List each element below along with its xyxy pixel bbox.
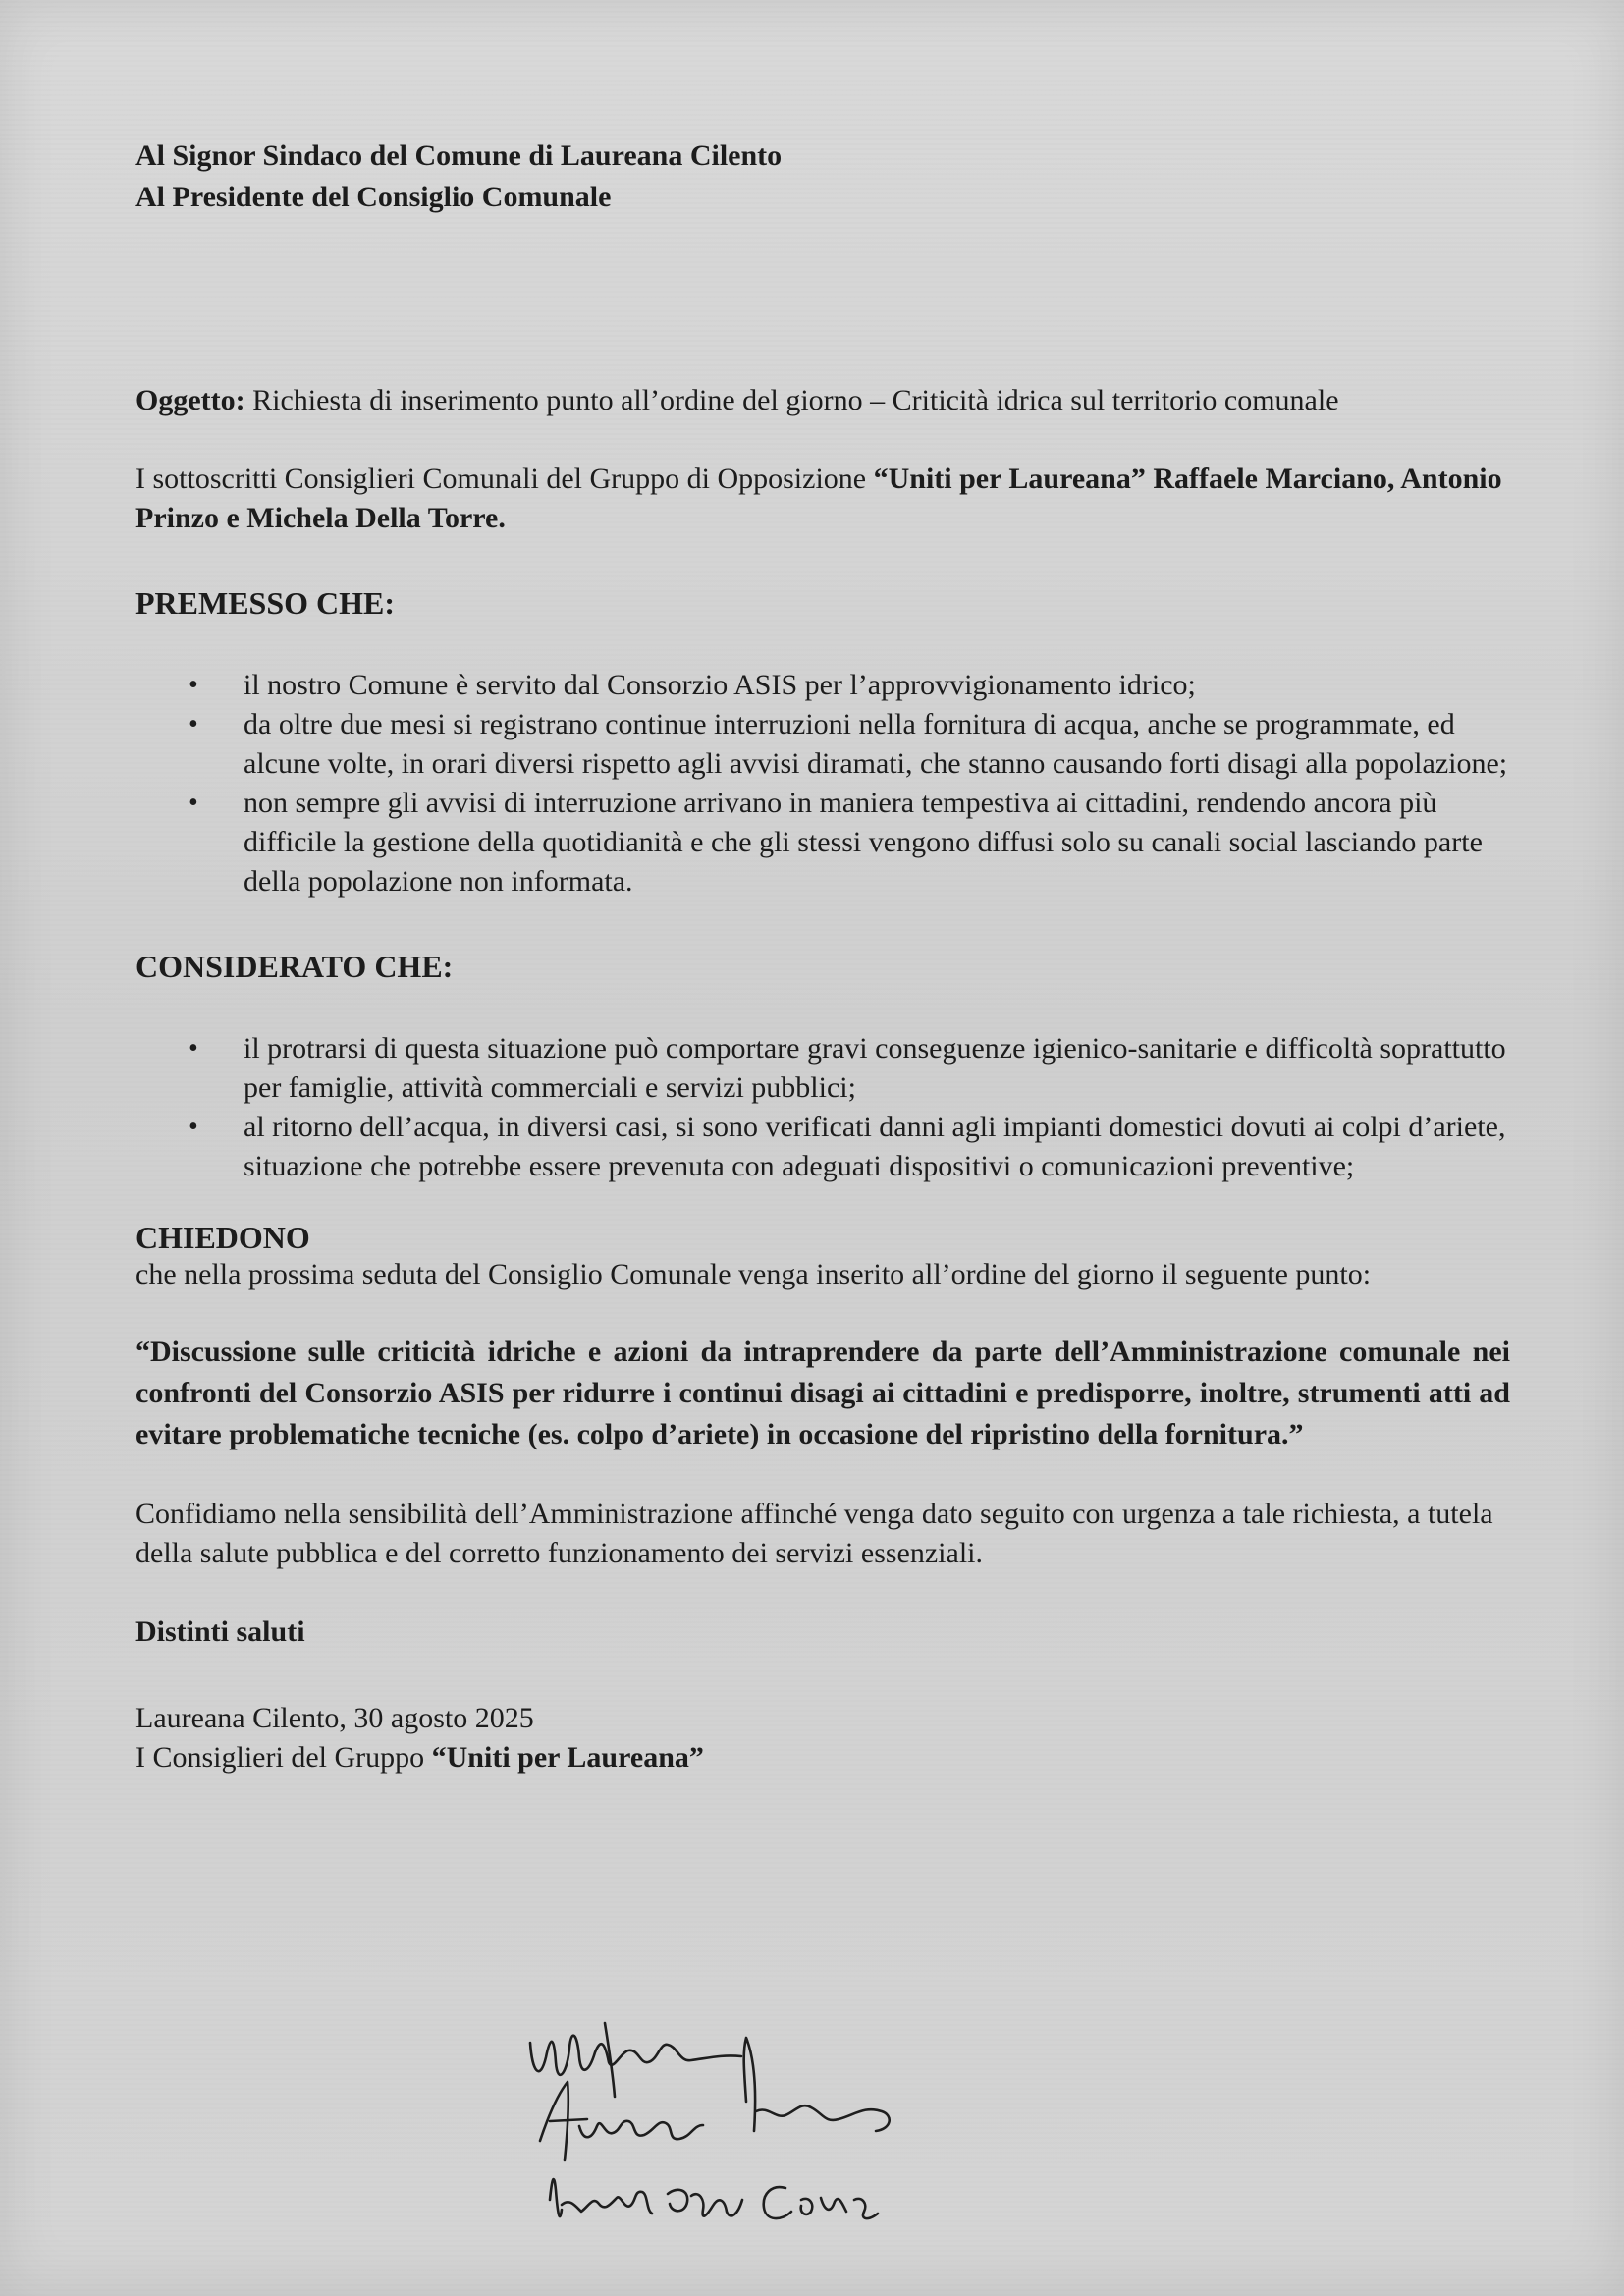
- place-and-date: [135, 1699, 1510, 1777]
- chiedono-heading: CHIEDONO: [135, 1220, 310, 1255]
- addressee-line-president: Al Presidente del Consiglio Comunale: [135, 181, 612, 213]
- intro-text: I sottoscritti Consiglieri Comunali del Gruppo di Opposizione: [135, 463, 874, 495]
- place-date-line: Laureana Cilento, 30 agosto 2025: [135, 1702, 534, 1734]
- subject-text: Richiesta di inserimento punto all’ordine del giorno – Criticità idrica sul territorio comunale: [244, 384, 1339, 416]
- salutation: Distinti saluti: [135, 1615, 305, 1648]
- considerato-heading: CONSIDERATO CHE:: [135, 949, 454, 984]
- signature-1: [530, 2036, 741, 2075]
- subject-label: Oggetto:: [135, 384, 245, 416]
- premesso-list: [135, 666, 1510, 902]
- intro-paragraph: [135, 460, 1510, 538]
- group-line-name: “Uniti per Laureana”: [431, 1741, 704, 1774]
- list-item: • non sempre gli avvisi di interruzione arrivano in maniera tempestiva ai cittadini, rendendo ancora più difficile la gestione della quotidianità e che gli stessi vengono diffusi solo su canali social lasciando parte della popolazione non informata.: [244, 784, 1510, 902]
- list-item: • da oltre due mesi si registrano continue interruzioni nella fornitura di acqua, anche se programmate, ed alcune volte, in orari diversi rispetto agli avvisi diramati, che stanno causando forti disagi alla popolazione;: [244, 705, 1510, 784]
- requested-agenda-item: “Discussione sulle criticità idriche e azioni da intraprendere da parte dell’Amministrazione comunale nei confronti del Consorzio ASIS per ridurre i continui disagi ai cittadini e predisporre, inoltre, strumenti atti ad evitare problematiche tecniche (es. colpo d’ariete) in occasione del ripristino della fornitura.”: [135, 1336, 1510, 1450]
- addressee-block: [135, 136, 1510, 218]
- chiedono-text: che nella prossima seduta del Consiglio Comunale venga inserito all’ordine del giorno il seguente punto:: [135, 1258, 1372, 1290]
- list-item: • al ritorno dell’acqua, in diversi casi, si sono verificati danni agli impianti domestici dovuti ai colpi d’ariete, situazione che potrebbe essere prevenuta con adeguati dispositivi o comunicazioni preventive;: [244, 1108, 1510, 1186]
- considerato-list: [135, 1029, 1510, 1186]
- group-signature-line: [135, 1738, 1510, 1777]
- subject-line: [135, 381, 1510, 420]
- signature-3: [550, 2179, 878, 2218]
- closing-paragraph: Confidiamo nella sensibilità dell’Amministrazione affinché venga dato seguito con urgenza a tale richiesta, a tutela della salute pubblica e del corretto funzionamento dei servizi essenziali.: [135, 1498, 1493, 1569]
- letter-body: [135, 136, 1510, 1777]
- intro-names: “Uniti per Laureana” Raffaele Marciano, Antonio Prinzo e Michela Della Torre.: [135, 463, 1502, 534]
- addressee-line-mayor: Al Signor Sindaco del Comune di Laureana Cilento: [135, 139, 783, 172]
- group-line-text: I Consiglieri del Gruppo: [135, 1741, 432, 1774]
- handwritten-signatures: [511, 2003, 1021, 2249]
- list-item: • il protrarsi di questa situazione può comportare gravi conseguenze igienico-sanitarie e difficoltà soprattutto per famiglie, attività commerciali e servizi pubblici;: [244, 1029, 1510, 1108]
- list-item: • il nostro Comune è servito dal Consorzio ASIS per l’approvvigionamento idrico;: [244, 666, 1510, 705]
- premesso-heading: PREMESSO CHE:: [135, 585, 396, 621]
